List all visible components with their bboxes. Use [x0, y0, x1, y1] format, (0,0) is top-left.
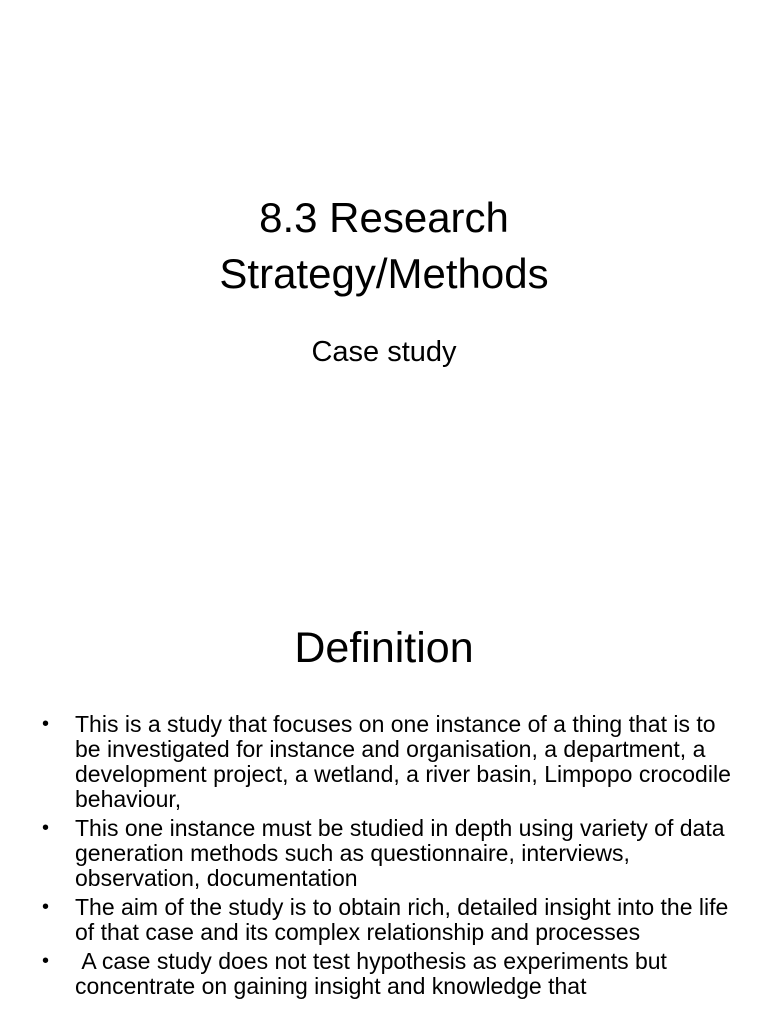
slide-title-heading: [0, 190, 768, 302]
bullet-marker: •: [42, 713, 50, 735]
bullet-text: A case study does not test hypothesis as experiments but concentrate on gaining insight and knowledge that: [75, 948, 674, 999]
bullet-marker: •: [42, 896, 50, 918]
bullet-marker: •: [42, 950, 50, 972]
slide-definition: [0, 576, 768, 1024]
bullet-item: [42, 816, 732, 891]
bullet-item: [42, 712, 732, 812]
definition-heading: Definition: [294, 624, 474, 672]
bullet-item: [42, 949, 732, 999]
bullet-item: [42, 895, 732, 945]
title-line-2: Strategy/Methods: [219, 250, 549, 297]
title-line-1: 8.3 Research: [259, 194, 509, 241]
bullet-text: This one instance must be studied in depth using variety of data generation methods such as questionnaire, interviews, observation, documentation: [75, 815, 725, 891]
slide-subtitle: Case study: [311, 336, 457, 368]
bullet-text: The aim of the study is to obtain rich, detailed insight into the life of that case and its complex relationship and processes: [75, 894, 729, 945]
bullet-text: This is a study that focuses on one instance of a thing that is to be investigated for instance and organisation, a department, a development project, a wetland, a river basin, Limpopo crocodile behaviour,: [75, 711, 731, 812]
bullet-marker: •: [42, 817, 50, 839]
bullet-list: [42, 712, 732, 1003]
